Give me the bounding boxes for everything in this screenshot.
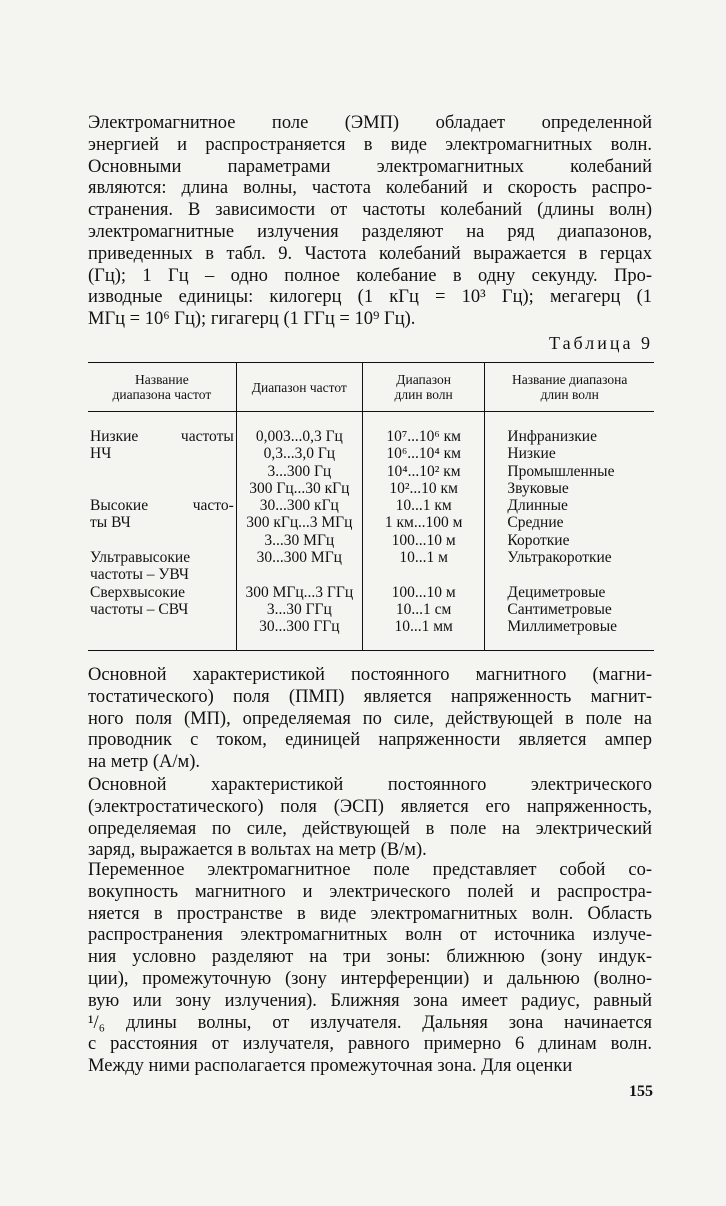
cell-line: 100...10 м [391, 583, 456, 601]
text-line: ния условно разделяют на три зоны: ближнюю (зону индук- [88, 947, 652, 968]
text-line: заряд, выражается в вольтах на метр (В/м). [88, 840, 427, 861]
text-line: няется в пространстве в виде электромагнитных волн. Область [88, 903, 652, 924]
header-line: Название [135, 372, 189, 387]
cell-line: 3...30 ГГц [266, 600, 332, 618]
cell-line: 10⁶...10⁴ км [386, 445, 461, 463]
table-cell-name [88, 584, 236, 650]
text-line: ¹/₆ длины волны, от излучателя. Дальняя зона начинается [88, 1012, 652, 1033]
header-line: Диапазон частот [251, 379, 347, 395]
cell-line: Звуковые [507, 479, 569, 497]
cell-line: 10...1 см [395, 600, 452, 618]
paragraph-esp [88, 775, 652, 862]
text-line: определяемая по силе, действующей в поле на электрический [88, 818, 652, 839]
header-wavelength-range [362, 363, 485, 412]
cell-line: 10...1 км [395, 497, 452, 515]
table-cell-freq [236, 497, 362, 549]
cell-line: 30...300 кГц [259, 497, 339, 515]
cell-line: 10⁷...10⁶ км [386, 428, 461, 445]
text-line: приведенных в табл. 9. Частота колебаний выражается в герцах [88, 243, 652, 264]
paragraph-pmp [88, 665, 652, 774]
cell-line: 10⁴...10² км [386, 462, 461, 480]
cell-line: Высокие часто- [90, 497, 234, 515]
table-cell-range-name [485, 549, 654, 584]
table-row [88, 497, 654, 549]
text-line: Переменное электромагнитное поле представляет собой со- [88, 860, 652, 880]
text-line: энергией и распространяется в виде электромагнитных волн. [88, 134, 652, 155]
text-line: вую или зону излучения). Ближняя зона имеет радиус, равный [88, 990, 652, 1011]
header-line: диапазона частот [112, 387, 212, 402]
cell-line: 300 МГц...3 ГГц [245, 583, 354, 601]
text-line: на метр (А/м). [88, 752, 200, 773]
table-caption: Таблица 9 [549, 333, 653, 353]
cell-line: Сантиметровые [507, 600, 612, 618]
cell-line: 3...300 Гц [267, 462, 332, 480]
table-row [88, 549, 654, 584]
text-line: проводник с током, единицей напряженности является ампер [88, 730, 652, 751]
text-line: МГц = 10⁶ Гц); гигагерц (1 ГГц = 10⁹ Гц). [88, 309, 416, 330]
table-cell-name [88, 549, 236, 584]
table-cell-wave [362, 549, 485, 584]
text-line: ции), промежуточную (зону интерференции) и дальнюю (волно- [88, 968, 652, 989]
cell-line: Короткие [507, 531, 570, 549]
page-number: 155 [629, 1083, 653, 1100]
text-line: являются: длина волны, частота колебаний и скорость распро- [88, 178, 652, 199]
table-cell-name [88, 497, 236, 549]
cell-line: 100...10 м [391, 531, 456, 549]
table-header-row [88, 363, 654, 412]
text-line: вокупность магнитного и электрического полей и распростра- [88, 881, 652, 902]
text-line: с расстояния от излучателя, равного примерно 6 длинам волн. [88, 1034, 652, 1055]
cell-line: 300 кГц...3 МГц [246, 514, 353, 532]
paragraph-variable-emf [88, 860, 652, 1078]
text-line: электромагнитные излучения разделяют на ряд диапазонов, [88, 221, 652, 242]
table-row [88, 584, 654, 650]
cell-line: 30...300 ГГц [259, 618, 340, 636]
cell-line: Дециметровые [507, 583, 606, 601]
table-row [88, 412, 654, 498]
cell-line: 10...1 м [399, 549, 448, 567]
table-cell-wave [362, 584, 485, 650]
table-cell-name [88, 412, 236, 498]
cell-line: Инфранизкие [507, 428, 597, 445]
cell-line: Низкие частоты [90, 428, 234, 445]
cell-line: 10...1 мм [394, 618, 453, 636]
text-line: Основной характеристикой постоянного электрического [88, 775, 652, 795]
cell-line: частоты – СВЧ [90, 600, 189, 618]
text-line: распространения электромагнитных волн от источника излуче- [88, 925, 652, 946]
header-line: Диапазон [396, 372, 451, 387]
cell-line: ты ВЧ [90, 514, 131, 532]
header-line: длин волн [394, 387, 453, 402]
table-cell-range-name [485, 497, 654, 549]
table-cell-wave [362, 497, 485, 549]
cell-line: Длинные [507, 497, 568, 515]
table-cell-range-name [485, 412, 654, 498]
cell-line: 30...300 МГц [256, 549, 342, 567]
text-line: ного поля (МП), определяемая по силе, действующей в поле на [88, 708, 652, 729]
cell-line: 10²...10 км [389, 479, 458, 497]
table-cell-freq [236, 584, 362, 650]
table-cell-wave [362, 412, 485, 498]
text-line: Электромагнитное поле (ЭМП) обладает определенной [88, 113, 652, 133]
paragraph-emp-definition [88, 113, 652, 331]
text-line: тостатического) поля (ПМП) является напряженность магнит- [88, 686, 652, 707]
header-line: Название диапазона [511, 372, 628, 387]
cell-line: Промышленные [507, 462, 615, 480]
table-cell-range-name [485, 584, 654, 650]
table-cell-freq [236, 412, 362, 498]
cell-line: 1 км...100 м [384, 514, 463, 532]
cell-line: 0,003...0,3 Гц [255, 428, 343, 445]
cell-line: частоты – УВЧ [90, 566, 189, 584]
header-frequency-range [236, 363, 362, 412]
cell-line: Ультракороткие [507, 549, 612, 567]
cell-line: НЧ [90, 445, 112, 463]
header-line: длин волн [540, 387, 599, 402]
text-line: странения. В зависимости от частоты колебаний (длины волн) [88, 200, 652, 221]
cell-line: 0,3...3,0 Гц [263, 445, 336, 463]
cell-line: Средние [507, 514, 564, 532]
cell-line: 3...30 МГц [264, 531, 335, 549]
cell-line: Миллиметровые [507, 618, 617, 636]
text-line: Основными параметрами электромагнитных колебаний [88, 156, 652, 177]
header-range-name [88, 363, 236, 412]
cell-line: Низкие [507, 445, 556, 463]
cell-line: Ультравысокие [90, 549, 191, 567]
cell-line: 300 Гц...30 кГц [249, 479, 350, 497]
frequency-range-table [88, 362, 654, 651]
text-line: (Гц); 1 Гц – одно полное колебание в одну секунду. Про- [88, 265, 652, 286]
text-line: Основной характеристикой постоянного магнитного (магни- [88, 665, 652, 685]
text-line: (электростатического) поля (ЭСП) является его напряженность, [88, 796, 652, 817]
text-line: изводные единицы: килогерц (1 кГц = 10³ Гц); мегагерц (1 [88, 287, 652, 308]
table-cell-freq [236, 549, 362, 584]
text-line: Между ними располагается промежуточная зона. Для оценки [88, 1056, 573, 1077]
cell-line: Сверхвысокие [90, 583, 186, 601]
header-wave-range-name [485, 363, 654, 412]
